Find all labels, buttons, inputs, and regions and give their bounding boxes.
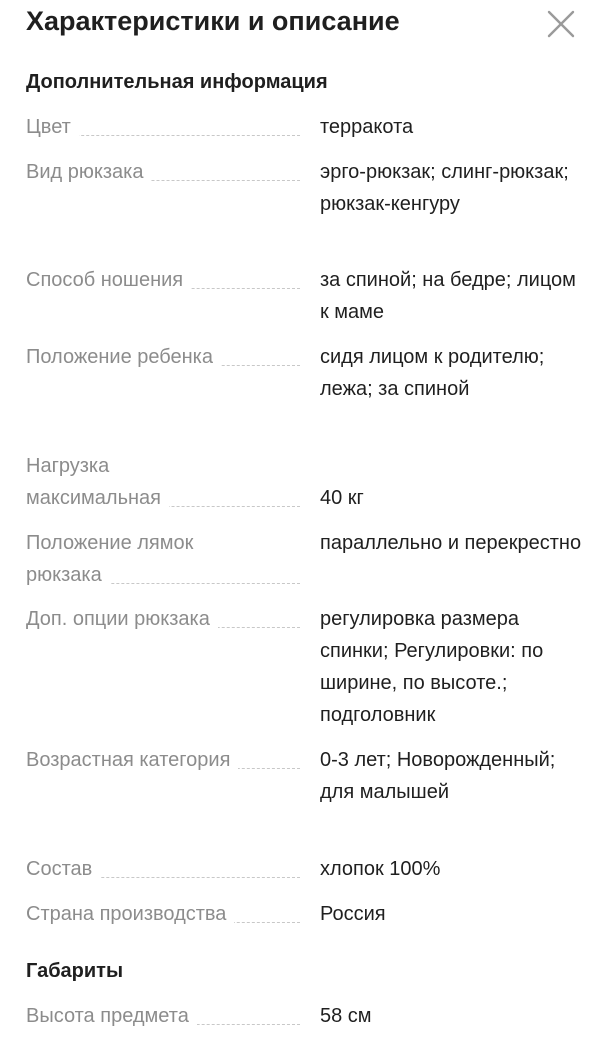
section-title-dimensions: Габариты: [26, 960, 124, 982]
spec-label: Положение ребенка: [26, 341, 300, 373]
spec-label: Способ ношения: [26, 264, 300, 296]
close-button[interactable]: [544, 7, 578, 41]
spec-value: хлопок 100%: [320, 858, 441, 880]
spec-value: параллельно и перекрестно: [320, 532, 582, 554]
spec-value: эрго-рюкзак; слинг-рюкзак; рюкзак-кенгуру: [320, 161, 569, 215]
spec-value: сидя лицом к родителю; лежа; за спиной: [320, 346, 545, 400]
spec-label: Вид рюкзака: [26, 156, 300, 188]
close-icon: [544, 7, 578, 41]
spec-value: терракота: [320, 116, 414, 138]
spec-label: Цвет: [26, 111, 300, 143]
spec-value: 40 кг: [320, 487, 364, 509]
spec-label: Положение лямок рюкзака: [26, 527, 300, 591]
spec-value: за спиной; на бедре; лицом к маме: [320, 269, 576, 323]
spec-label: Высота предмета: [26, 1000, 300, 1032]
spec-label: Доп. опции рюкзака: [26, 603, 300, 635]
spec-label: Страна производства: [26, 898, 300, 930]
section-title-additional-info: Дополнительная информация: [26, 71, 328, 93]
spec-value: 58 см: [320, 1005, 372, 1027]
spec-value: 0-3 лет; Новорожденный; для малышей: [320, 749, 556, 803]
page-title: Характеристики и описание: [26, 6, 400, 36]
spec-value: Россия: [320, 903, 386, 925]
spec-label: Возрастная категория: [26, 744, 300, 776]
spec-label: Нагрузка максимальная: [26, 450, 300, 514]
spec-label: Состав: [26, 853, 300, 885]
modal-header: [26, 3, 576, 43]
spec-value: регулировка размера спинки; Регулировки: по ширине, по высоте.; подголовник: [320, 608, 544, 726]
